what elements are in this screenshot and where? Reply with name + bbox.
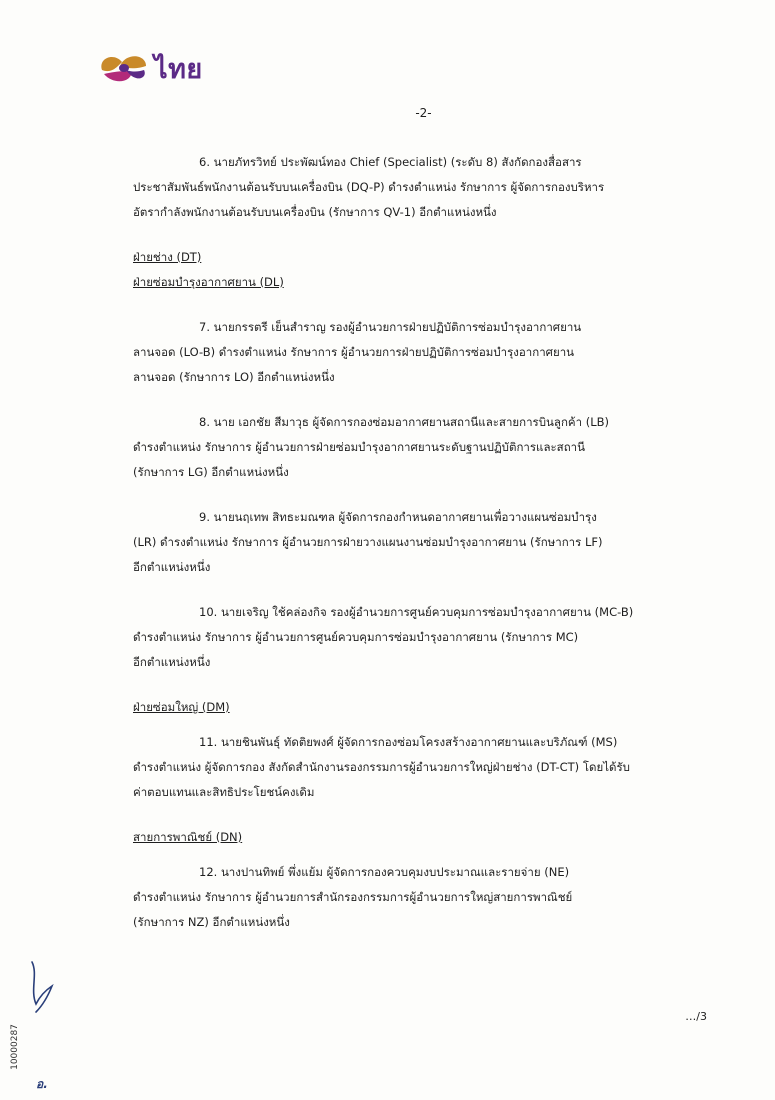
orchid-logo-icon: [96, 48, 152, 88]
item-paragraph: [133, 730, 708, 805]
paragraph-line: ดำรงตำแหน่ง ผู้จัดการกอง สังกัดสำนักงานรองกรรมการผู้อำนวยการใหญ่ฝ่ายช่าง (DT-CT) โดยได้รับ: [133, 760, 630, 774]
section-heading-dt: ฝ่ายช่าง (DT): [133, 250, 202, 264]
paragraph-line: 10. นายเจริญ ใช้คล่องกิจ รองผู้อำนวยการศูนย์ควบคุมการซ่อมบำรุงอากาศยาน (MC-B): [199, 605, 634, 619]
thai-airways-logo: [96, 46, 226, 90]
paragraph-line: 9. นายนฤเทพ สิทธะมณฑล ผู้จัดการกองกำหนดอากาศยานเพื่อวางแผนซ่อมบำรุง: [199, 510, 597, 524]
paragraph-line: อีกตำแหน่งหนึ่ง: [133, 655, 211, 669]
paragraph-line: (รักษาการ LG) อีกตำแหน่งหนึ่ง: [133, 465, 289, 479]
paragraph-line: 8. นาย เอกชัย สีมาวุธ ผู้จัดการกองซ่อมอากาศยานสถานีและสายการบินลูกค้า (LB): [199, 415, 609, 429]
item-paragraph: [133, 600, 708, 675]
item-paragraph: [133, 860, 708, 935]
paragraph-line: 11. นายชินพันธุ์ ทัดติยพงศ์ ผู้จัดการกองซ่อมโครงสร้างอากาศยานและบริภัณฑ์ (MS): [199, 735, 618, 749]
document-body: [133, 150, 708, 955]
item-paragraph: [133, 410, 708, 485]
item-paragraph: [133, 150, 708, 225]
document-side-code: 10000287: [9, 1024, 20, 1070]
paragraph-line: (รักษาการ NZ) อีกตำแหน่งหนึ่ง: [133, 915, 290, 929]
paragraph-line: ประชาสัมพันธ์พนักงานต้อนรับบนเครื่องบิน (DQ-P) ดำรงตำแหน่ง รักษาการ ผู้จัดการกองบริหาร: [133, 180, 605, 194]
item-paragraph: [133, 505, 708, 580]
section-heading-dl: ฝ่ายซ่อมบำรุงอากาศยาน (DL): [133, 275, 284, 289]
paragraph-line: ลานจอด (LO-B) ดำรงตำแหน่ง รักษาการ ผู้อำนวยการฝ่ายปฏิบัติการซ่อมบำรุงอากาศยาน: [133, 345, 575, 359]
paragraph-line: อัตรากำลังพนักงานต้อนรับบนเครื่องบิน (รักษาการ QV-1) อีกตำแหน่งหนึ่ง: [133, 205, 497, 219]
continuation-marker: …/3: [685, 1010, 707, 1023]
paragraph-line: (LR) ดำรงตำแหน่ง รักษาการ ผู้อำนวยการฝ่ายวางแผนงานซ่อมบำรุงอากาศยาน (รักษาการ LF): [133, 535, 603, 549]
logo-wordmark: ไทย: [154, 53, 203, 85]
paragraph-line: อีกตำแหน่งหนึ่ง: [133, 560, 211, 574]
section-heading-dm: ฝ่ายซ่อมใหญ่ (DM): [133, 700, 230, 714]
paragraph-line: 6. นายภัทรวิทย์ ประพัฒน์ทอง Chief (Specialist) (ระดับ 8) สังกัดกองสื่อสาร: [199, 155, 582, 169]
paragraph-line: ลานจอด (รักษาการ LO) อีกตำแหน่งหนึ่ง: [133, 370, 335, 384]
paragraph-line: 12. นางปานทิพย์ พึ่งแย้ม ผู้จัดการกองควบคุมงบประมาณและรายจ่าย (NE): [199, 865, 570, 879]
paragraph-line: ดำรงตำแหน่ง รักษาการ ผู้อำนวยการฝ่ายซ่อมบำรุงอากาศยานระดับฐานปฏิบัติการและสถานี: [133, 440, 585, 454]
page-number: -2-: [415, 106, 432, 120]
initial-mark: อ.: [36, 1077, 48, 1091]
item-paragraph: [133, 315, 708, 390]
signature-mark: [22, 960, 62, 1020]
paragraph-line: ดำรงตำแหน่ง รักษาการ ผู้อำนวยการสำนักรองกรรมการผู้อำนวยการใหญ่สายการพาณิชย์: [133, 890, 573, 904]
section-heading-dn: สายการพาณิชย์ (DN): [133, 830, 243, 844]
paragraph-line: ดำรงตำแหน่ง รักษาการ ผู้อำนวยการศูนย์ควบคุมการซ่อมบำรุงอากาศยาน (รักษาการ MC): [133, 630, 579, 644]
section-heading-group: [133, 245, 708, 295]
paragraph-line: 7. นายกรรตรี เย็นสำราญ รองผู้อำนวยการฝ่ายปฏิบัติการซ่อมบำรุงอากาศยาน: [199, 320, 582, 334]
section-heading-group: [133, 695, 708, 720]
paragraph-line: ค่าตอบแทนและสิทธิประโยชน์คงเดิม: [133, 785, 315, 799]
section-heading-group: [133, 825, 708, 850]
